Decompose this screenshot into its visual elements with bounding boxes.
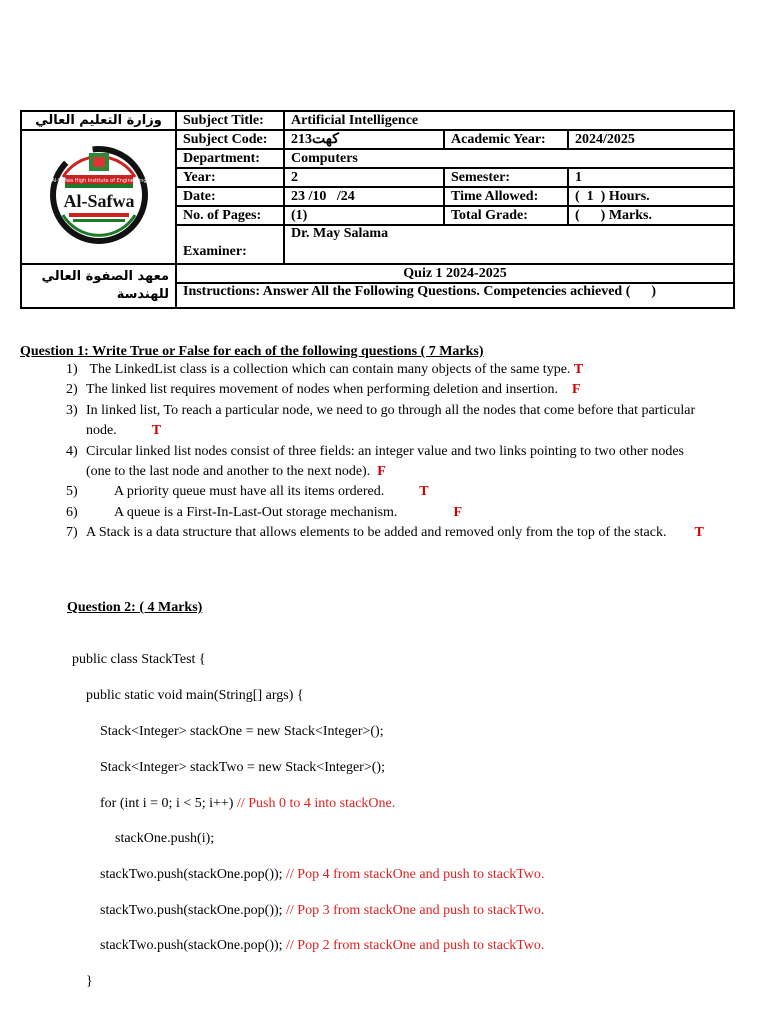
examiner-label: Examiner: [176, 225, 284, 264]
item-text: The linked list requires movement of nodes when performing deletion and insertion. [86, 382, 572, 398]
list-item [66, 380, 706, 400]
item-answer: T [151, 423, 162, 439]
code-line [72, 652, 206, 668]
logo-text: Al-Safwa [63, 190, 134, 211]
code-text: stackTwo.push(stackOne.pop()); [100, 867, 287, 882]
total-grade: ( ) Marks. [568, 206, 734, 225]
list-item [66, 523, 706, 543]
year: 2 [284, 168, 444, 187]
item-text: The LinkedList class is a collection which can contain many objects of the same type. [86, 362, 574, 377]
list-item [66, 401, 706, 442]
list-item [66, 360, 706, 380]
code-text: stackOne.push(i); [115, 831, 215, 846]
logo-subtitle: Al-Safwa High Institute of Engineering [50, 177, 147, 184]
item-text: A Stack is a data structure that allows elements to be added and removed only from the top of the stack. [86, 525, 695, 541]
code-line [86, 974, 93, 990]
year-label: Year: [176, 168, 284, 187]
subject-code-label: Subject Code: [176, 130, 284, 149]
ministry-name: وزارة التعليم العالي [21, 111, 176, 130]
institute-name: معهد الصفوة العالي للهندسة [21, 264, 176, 308]
semester: 1 [568, 168, 734, 187]
exam-header-table [20, 110, 735, 309]
code-comment: // Pop 3 from stackOne and push to stackTwo. [286, 903, 545, 918]
code-comment: // Pop 4 from stackOne and push to stackTwo. [286, 867, 545, 882]
code-text: } [86, 974, 93, 989]
pages: (1) [284, 206, 444, 225]
code-comment: // Pop 2 from stackOne and push to stackTwo. [286, 938, 545, 953]
code-text: Stack<Integer> stackTwo = new Stack<Integer>(); [100, 760, 385, 775]
al-safwa-logo [43, 139, 155, 251]
code-line [86, 688, 304, 704]
item-answer: T [419, 484, 429, 500]
item-number: 4) [66, 443, 78, 459]
code-line [100, 867, 544, 883]
code-line [100, 796, 395, 812]
date-label: Date: [176, 187, 284, 206]
code-text: stackTwo.push(stackOne.pop()); [100, 903, 287, 918]
quiz-title: Quiz 1 2024-2025 [176, 264, 734, 283]
academic-year: 2024/2025 [568, 130, 734, 149]
subject-code: 213كهت [284, 130, 444, 149]
code-line [100, 724, 384, 740]
time-allowed-label: Time Allowed: [444, 187, 568, 206]
list-item [66, 503, 706, 523]
total-grade-label: Total Grade: [444, 206, 568, 225]
code-text: public class StackTest { [72, 652, 206, 667]
list-item [66, 482, 706, 502]
item-text: Circular linked list nodes consist of three fields: an integer value and two links pointing to two other nodes (one to the last node and another to the next node). [86, 443, 688, 480]
department-label: Department: [176, 149, 284, 168]
item-number: 5) [66, 484, 78, 500]
subject-title-label: Subject Title: [176, 111, 284, 130]
item-number: 1) [66, 362, 78, 377]
item-text: In linked list, To reach a particular node, we need to go through all the nodes that come before that particular node. [86, 402, 699, 439]
code-line [100, 903, 544, 919]
item-text: A queue is a First-In-Last-Out storage mechanism. [86, 504, 454, 520]
question1-list [66, 360, 706, 544]
item-answer: F [572, 382, 581, 398]
code-comment: // Push 0 to 4 into stackOne. [236, 796, 396, 811]
semester-label: Semester: [444, 168, 568, 187]
subject-title: Artificial Intelligence [284, 111, 734, 130]
pages-label: No. of Pages: [176, 206, 284, 225]
code-text: public static void main(String[] args) { [86, 688, 304, 703]
department: Computers [284, 149, 734, 168]
code-line [115, 831, 214, 847]
date: 23 /10 /24 [284, 187, 444, 206]
examiner: Dr. May Salama [284, 225, 734, 264]
time-allowed: ( 1 ) Hours. [568, 187, 734, 206]
code-line [100, 760, 385, 776]
academic-year-label: Academic Year: [444, 130, 568, 149]
logo-cell [21, 130, 176, 264]
item-answer: T [573, 362, 584, 377]
item-number: 2) [66, 382, 78, 398]
item-number: 7) [66, 525, 78, 541]
code-text: Stack<Integer> stackOne = new Stack<Integer>(); [100, 724, 384, 739]
code-line [100, 938, 544, 954]
question1-title: Question 1: Write True or False for each of the following questions ( 7 Marks) [20, 344, 484, 359]
item-number: 3) [66, 402, 78, 418]
question2-title: Question 2: ( 4 Marks) [67, 600, 203, 615]
item-answer: F [377, 464, 386, 480]
item-number: 6) [66, 504, 78, 520]
item-answer: T [694, 525, 704, 541]
instructions: Instructions: Answer All the Following Questions. Competencies achieved ( ) [176, 283, 734, 308]
item-answer: F [453, 504, 462, 520]
code-text: for (int i = 0; i < 5; i++) [100, 796, 237, 811]
code-text: stackTwo.push(stackOne.pop()); [100, 938, 287, 953]
item-text: A priority queue must have all its items ordered. [86, 484, 420, 500]
list-item [66, 442, 706, 483]
